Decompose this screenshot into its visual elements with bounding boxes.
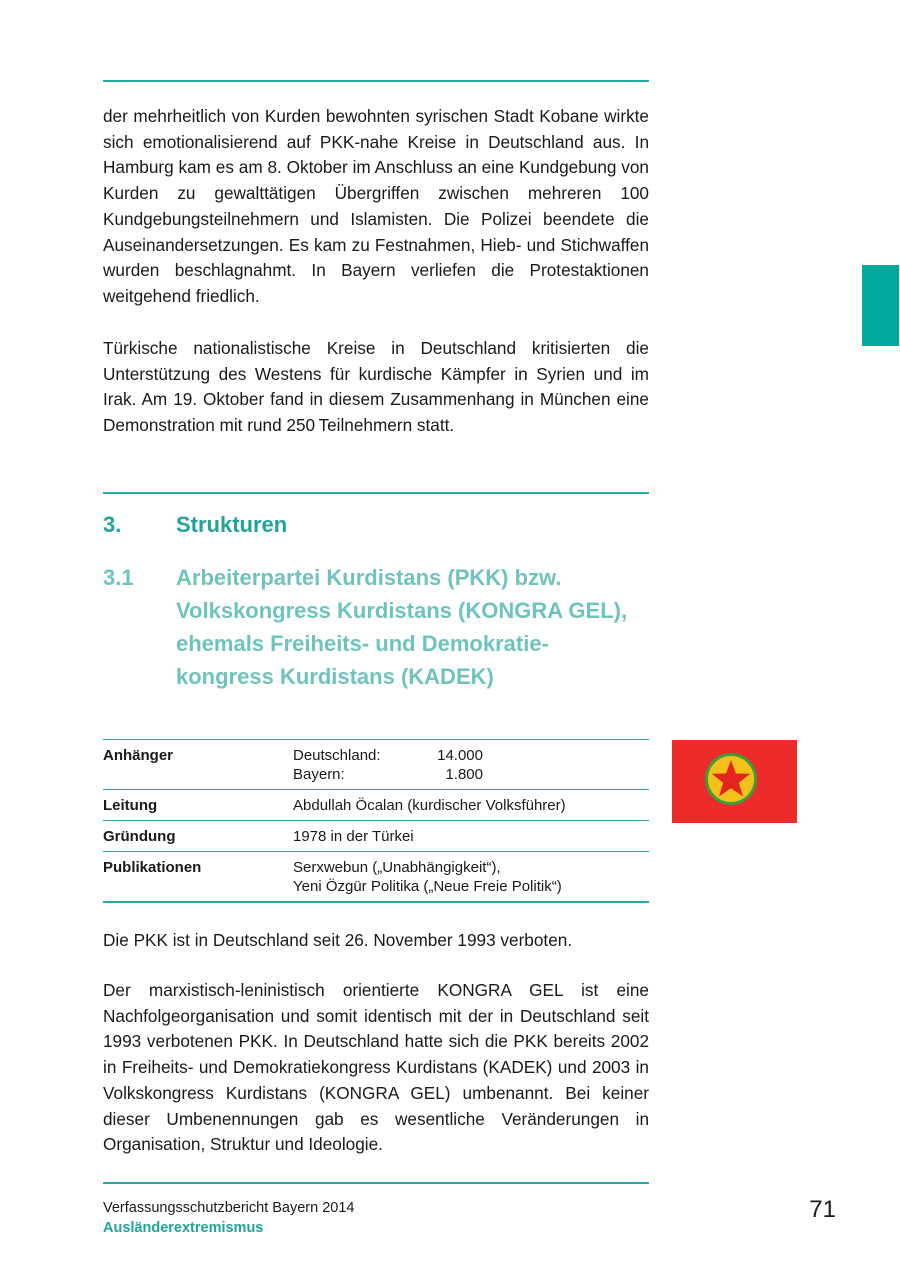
footer-publication-title: Verfassungsschutzbericht Bayern 2014 [103, 1200, 355, 1216]
pkk-flag-icon [672, 740, 797, 823]
subsection-title [176, 561, 656, 693]
footer-rule [103, 1182, 649, 1184]
section-number: 3. [103, 512, 122, 537]
fact-value-founding: 1978 in der Türkei [293, 828, 414, 845]
top-rule [103, 80, 649, 82]
fact-row-publications [103, 851, 649, 903]
flag-emblem-circle [705, 753, 757, 805]
fact-label-founding: Gründung [103, 828, 176, 845]
section-rule [103, 492, 649, 494]
subsection-title-line-3: ehemals Freiheits- und Demokratie- [176, 631, 549, 656]
subsection-title-line-1: Arbeiterpartei Kurdistans (PKK) bzw. [176, 565, 562, 590]
supporters-bavaria-value: 1.800 [445, 766, 483, 783]
footer-section-name: Ausländerextremismus [103, 1220, 264, 1236]
publication-1: Serxwebun („Unabhängigkeit“), [293, 859, 501, 876]
fact-value-leadership: Abdullah Öcalan (kurdischer Volksführer) [293, 797, 566, 814]
red-star-icon [708, 756, 754, 802]
publication-2: Yeni Özgür Politika („Neue Freie Politik“) [293, 878, 562, 895]
fact-row-leadership [103, 789, 649, 820]
page-number: 71 [809, 1196, 836, 1223]
body-paragraph-4: Der marxistisch-leninistisch orientierte KONGRA GEL ist eine Nachfolgeorganisation und somit identisch mit der in Deutschland seit 1993 verbotenen PKK. In Deutschland hatte sich die PKK bereits 2002 in Freiheits- und Demokratiekongress Kurdistans (KADEK) und 2003 in Volkskongress Kurdistans (KONGRA GEL) umbenannt. Bei keiner dieser Umbenennungen gab es wesentliche Veränderungen in Organisation, Struktur und Ideologie. [103, 980, 649, 1155]
fact-label-leadership: Leitung [103, 797, 158, 814]
fact-label-publications: Publikationen [103, 859, 202, 876]
subsection-title-line-2: Volkskongress Kurdistans (KONGRA GEL), [176, 598, 628, 623]
body-paragraph-2: Türkische nationalistische Kreise in Deutschland kritisierten die Unterstützung des Westens für kurdische Kämpfer in Syrien und im Irak. Am 19. Oktober fand in diesem Zusammenhang in München eine Demonstration mit rund 250 Teilnehmern statt. [103, 338, 649, 436]
fact-value-supporters [293, 746, 649, 784]
fact-value-publications [293, 858, 649, 896]
supporters-germany-label: Deutschland: [293, 747, 381, 764]
chapter-tab-marker [862, 265, 899, 346]
fact-label-supporters: Anhänger [103, 747, 174, 764]
fact-table [103, 739, 649, 903]
supporters-germany-value: 14.000 [437, 747, 483, 764]
fact-row-supporters [103, 739, 649, 789]
subsection-title-line-4: kongress Kurdistans (KADEK) [176, 664, 494, 689]
fact-row-founding [103, 820, 649, 851]
subsection-number: 3.1 [103, 565, 134, 590]
body-paragraph-1: der mehrheitlich von Kurden bewohnten syrischen Stadt Kobane wirkte sich emotionalisierend auf PKK-nahe Kreise in Deutschland aus. In Hamburg kam es am 8. Oktober im Anschluss an eine Kundgebung von Kurden zu gewalttätigen Übergriffen zwischen mehreren 100 Kundgebungsteilnehmern und Islamisten. Die Polizei beendete die Auseinandersetzungen. Es kam zu Festnahmen, Hieb- und Stichwaffen wurden beschlagnahmt. In Bayern verliefen die Protestaktionen weitgehend friedlich. [103, 106, 649, 306]
body-paragraph-3: Die PKK ist in Deutschland seit 26. November 1993 verboten. [103, 930, 573, 950]
supporters-bavaria-label: Bayern: [293, 766, 345, 783]
section-title: Strukturen [176, 512, 288, 537]
